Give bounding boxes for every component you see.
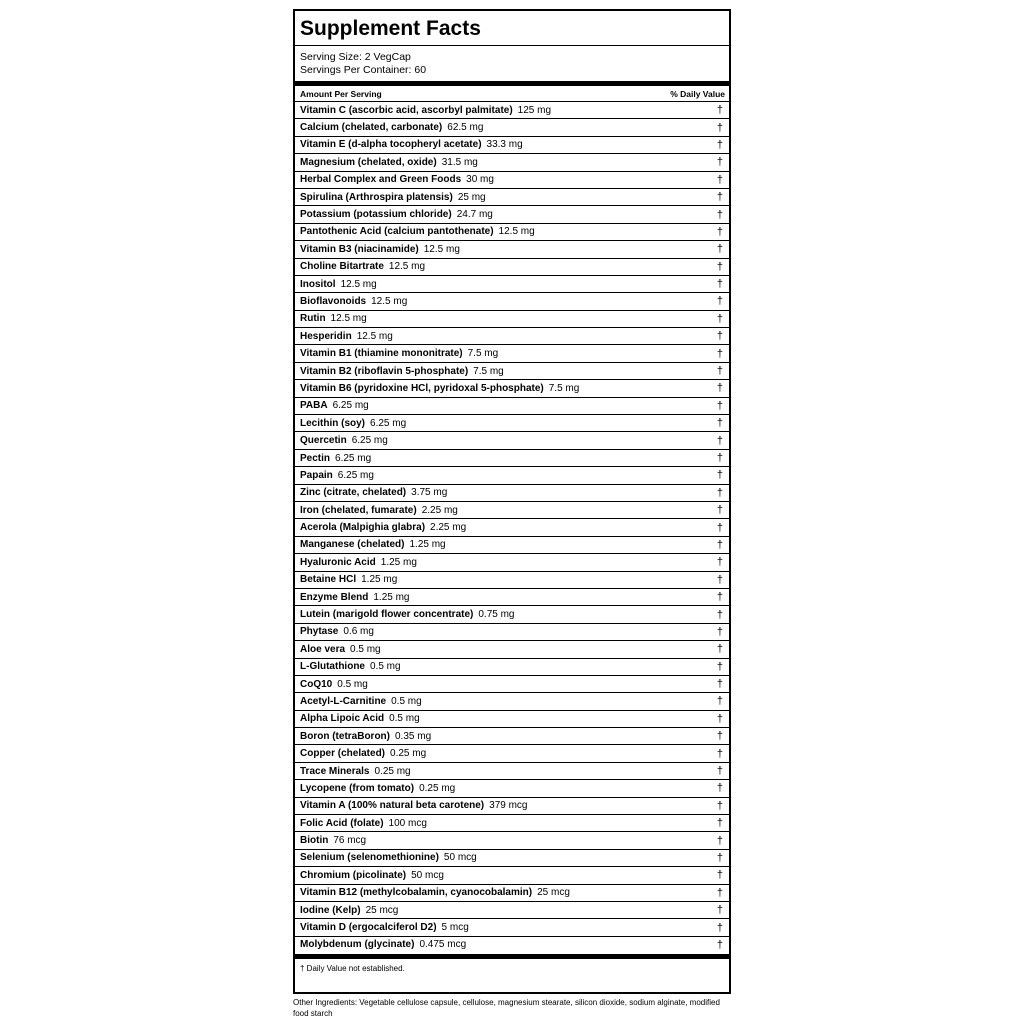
nutrient-name: Vitamin B3 (niacinamide): [300, 243, 419, 255]
nutrient-amount: 25 mcg: [365, 904, 399, 916]
nutrient-name: Spirulina (Arthrospira platensis): [300, 191, 453, 203]
daily-value-dagger: †: [716, 243, 723, 256]
nutrient-amount: 0.25 mg: [390, 748, 427, 760]
table-row: [295, 589, 729, 606]
daily-value-dagger: †: [716, 104, 723, 117]
nutrient-cell: [300, 679, 368, 690]
table-row: [295, 728, 729, 745]
nutrient-amount: 25 mcg: [537, 887, 570, 899]
column-header-row: [295, 86, 729, 102]
daily-value-dagger: †: [716, 834, 723, 847]
nutrient-amount: 50 mcg: [443, 852, 477, 864]
nutrient-amount: 6.25 mg: [351, 435, 388, 447]
table-row: [295, 293, 729, 310]
nutrient-amount: 25 mg: [457, 191, 486, 203]
daily-value-dagger: †: [716, 730, 723, 743]
nutrient-amount: 24.7 mg: [456, 209, 493, 221]
nutrient-name: Copper (chelated): [300, 748, 386, 760]
nutrient-amount: 0.25 mg: [419, 782, 456, 794]
nutrient-name: Boron (tetraBoron): [300, 730, 390, 742]
nutrient-amount: 0.475 mcg: [419, 939, 467, 951]
table-row: [295, 780, 729, 797]
daily-value-dagger: †: [716, 625, 723, 638]
table-row: [295, 745, 729, 762]
daily-value-dagger: †: [716, 660, 723, 673]
daily-value-dagger: †: [716, 921, 723, 934]
daily-value-dagger: †: [716, 747, 723, 760]
daily-value-dagger: †: [716, 869, 723, 882]
nutrient-cell: [300, 122, 483, 133]
table-row: [295, 832, 729, 849]
nutrient-cell: [300, 139, 523, 150]
nutrient-name: Acetyl-L-Carnitine: [300, 695, 387, 707]
nutrient-amount: 12.5 mg: [371, 295, 408, 307]
nutrient-cell: [300, 296, 407, 307]
table-row: [295, 450, 729, 467]
daily-value-dagger: †: [716, 399, 723, 412]
nutrient-name: Folic Acid (folate): [300, 817, 384, 829]
amount-per-serving-header: Amount Per Serving: [300, 88, 382, 99]
table-row: [295, 137, 729, 154]
daily-value-header: % Daily Value: [670, 88, 725, 99]
table-row: [295, 554, 729, 571]
other-ingredients: Other Ingredients: Vegetable cellulose capsule, cellulose, magnesium stearate, silicon dioxide, sodium alginate, modified food starch: [293, 998, 720, 1018]
nutrient-cell: [300, 487, 447, 498]
table-row: [295, 380, 729, 397]
nutrient-cell: [300, 192, 486, 203]
nutrient-amount: 6.25 mg: [335, 452, 372, 464]
table-row: [295, 850, 729, 867]
nutrient-name: CoQ10: [300, 678, 333, 690]
nutrient-name: Zinc (citrate, chelated): [300, 487, 407, 499]
nutrient-name: Bioflavonoids: [300, 295, 367, 307]
table-row: [295, 885, 729, 902]
table-row: [295, 502, 729, 519]
nutrient-amount: 2.25 mg: [421, 504, 458, 516]
table-row: [295, 398, 729, 415]
nutrient-cell: [300, 105, 551, 116]
nutrient-name: Pantothenic Acid (calcium pantothenate): [300, 226, 494, 238]
serving-info: [295, 46, 729, 81]
nutrient-cell: [300, 505, 458, 516]
nutrient-amount: 0.5 mg: [350, 643, 381, 655]
table-row: [295, 537, 729, 554]
nutrient-cell: [300, 818, 427, 829]
nutrient-amount: 0.5 mg: [370, 661, 401, 673]
nutrient-name: Hyaluronic Acid: [300, 556, 376, 568]
nutrient-amount: 6.25 mg: [370, 417, 407, 429]
nutrient-name: Chromium (picolinate): [300, 869, 407, 881]
nutrient-amount: 1.25 mg: [409, 539, 446, 551]
nutrient-name: Hesperidin: [300, 330, 352, 342]
daily-value-dagger: †: [716, 191, 723, 204]
table-row: [295, 693, 729, 710]
daily-value-dagger: †: [716, 382, 723, 395]
table-row: [295, 415, 729, 432]
nutrient-cell: [300, 261, 425, 272]
nutrient-cell: [300, 313, 367, 324]
nutrient-name: Vitamin D (ergocalciferol D2): [300, 922, 437, 934]
nutrient-name: PABA: [300, 400, 328, 412]
nutrient-amount: 5 mcg: [441, 922, 469, 934]
nutrient-name: Selenium (selenomethionine): [300, 852, 439, 864]
daily-value-dagger: †: [716, 904, 723, 917]
table-row: [295, 606, 729, 623]
nutrient-cell: [300, 435, 388, 446]
nutrient-cell: [300, 279, 377, 290]
daily-value-dagger: †: [716, 312, 723, 325]
table-row: [295, 276, 729, 293]
nutrient-amount: 0.25 mg: [374, 765, 411, 777]
table-row: [295, 676, 729, 693]
nutrient-name: Manganese (chelated): [300, 539, 405, 551]
nutrient-cell: [300, 696, 422, 707]
daily-value-dagger: †: [716, 782, 723, 795]
nutrient-name: Magnesium (chelated, oxide): [300, 156, 437, 168]
nutrient-amount: 76 mcg: [333, 835, 367, 847]
nutrient-amount: 0.5 mg: [389, 713, 420, 725]
table-row: [295, 867, 729, 884]
nutrient-amount: 0.35 mg: [395, 730, 432, 742]
servings-per-container: Servings Per Container: 60: [300, 64, 427, 76]
nutrient-name: Biotin: [300, 835, 329, 847]
table-row: [295, 224, 729, 241]
daily-value-dagger: †: [716, 173, 723, 186]
daily-value-dagger: †: [716, 330, 723, 343]
nutrient-amount: 33.3 mg: [486, 139, 523, 151]
nutrient-name: Lycopene (from tomato): [300, 782, 415, 794]
nutrient-amount: 12.5 mg: [388, 261, 426, 273]
nutrient-amount: 12.5 mg: [356, 330, 393, 342]
daily-value-dagger: †: [716, 538, 723, 551]
nutrient-name: Quercetin: [300, 435, 347, 447]
daily-value-dagger: †: [716, 799, 723, 812]
nutrient-name: Rutin: [300, 313, 326, 325]
nutrient-cell: [300, 852, 477, 863]
table-row: [295, 641, 729, 658]
nutrient-name: Iron (chelated, fumarate): [300, 504, 417, 516]
nutrient-cell: [300, 209, 493, 220]
table-row: [295, 763, 729, 780]
nutrient-name: L-Glutathione: [300, 661, 365, 673]
nutrient-name: Betaine HCl: [300, 574, 357, 586]
table-row: [295, 102, 729, 119]
table-row: [295, 241, 729, 258]
table-row: [295, 798, 729, 815]
nutrient-cell: [300, 400, 369, 411]
table-row: [295, 259, 729, 276]
nutrient-cell: [300, 418, 406, 429]
nutrient-name: Lecithin (soy): [300, 417, 366, 429]
daily-value-dagger: †: [716, 712, 723, 725]
daily-value-dagger: †: [716, 347, 723, 360]
nutrient-name: Molybdenum (glycinate): [300, 939, 415, 951]
nutrient-cell: [300, 557, 417, 568]
table-row: [295, 815, 729, 832]
table-row: [295, 919, 729, 936]
nutrient-amount: 30 mg: [466, 174, 494, 186]
table-row: [295, 902, 729, 919]
table-row: [295, 937, 729, 953]
nutrient-name: Trace Minerals: [300, 765, 370, 777]
nutrient-cell: [300, 748, 426, 759]
nutrient-cell: [300, 800, 528, 811]
nutrient-amount: 2.25 mg: [430, 522, 467, 534]
nutrient-rows: [295, 102, 729, 953]
nutrient-cell: [300, 244, 460, 255]
daily-value-dagger: †: [716, 208, 723, 221]
daily-value-dagger: †: [716, 765, 723, 778]
daily-value-dagger: †: [716, 851, 723, 864]
daily-value-dagger: †: [716, 556, 723, 569]
nutrient-name: Phytase: [300, 626, 339, 638]
supplement-facts-panel: [293, 9, 731, 994]
nutrient-name: Potassium (potassium chloride): [300, 209, 452, 221]
nutrient-cell: [300, 574, 397, 585]
table-row: [295, 659, 729, 676]
table-row: [295, 363, 729, 380]
nutrient-cell: [300, 870, 444, 881]
table-row: [295, 311, 729, 328]
daily-value-dagger: †: [716, 504, 723, 517]
nutrient-name: Papain: [300, 469, 333, 481]
nutrient-name: Vitamin E (d-alpha tocopheryl acetate): [300, 139, 482, 151]
nutrient-name: Vitamin B2 (riboflavin 5-phosphate): [300, 365, 469, 377]
nutrient-name: Vitamin B1 (thiamine mononitrate): [300, 348, 463, 360]
nutrient-amount: 7.5 mg: [548, 382, 580, 394]
nutrient-amount: 0.75 mg: [478, 609, 515, 621]
nutrient-cell: [300, 626, 374, 637]
nutrient-amount: 31.5 mg: [441, 156, 478, 168]
nutrient-name: Vitamin A (100% natural beta carotene): [300, 800, 485, 812]
nutrient-cell: [300, 783, 455, 794]
nutrient-amount: 100 mcg: [388, 817, 427, 829]
table-row: [295, 328, 729, 345]
nutrient-cell: [300, 644, 381, 655]
daily-value-dagger: †: [716, 695, 723, 708]
table-row: [295, 624, 729, 641]
daily-value-dagger: †: [716, 121, 723, 134]
nutrient-name: Lutein (marigold flower concentrate): [300, 609, 474, 621]
daily-value-dagger: †: [716, 156, 723, 169]
nutrient-cell: [300, 835, 366, 846]
daily-value-dagger: †: [716, 886, 723, 899]
nutrient-cell: [300, 731, 431, 742]
daily-value-dagger: †: [716, 608, 723, 621]
nutrient-amount: 62.5 mg: [447, 122, 484, 134]
nutrient-cell: [300, 922, 469, 933]
daily-value-dagger: †: [716, 138, 723, 151]
nutrient-cell: [300, 174, 494, 185]
nutrient-cell: [300, 453, 371, 464]
daily-value-dagger: †: [716, 434, 723, 447]
nutrient-cell: [300, 609, 515, 620]
nutrient-amount: 0.5 mg: [337, 678, 368, 690]
nutrient-cell: [300, 522, 466, 533]
nutrient-amount: 0.6 mg: [343, 626, 374, 638]
table-row: [295, 519, 729, 536]
nutrient-cell: [300, 539, 446, 550]
nutrient-amount: 1.25 mg: [380, 556, 417, 568]
nutrient-amount: 379 mcg: [489, 800, 528, 812]
nutrient-amount: 3.75 mg: [411, 487, 448, 499]
daily-value-dagger: †: [716, 365, 723, 378]
nutrient-name: Vitamin B12 (methylcobalamin, cyanocobalamin): [300, 887, 533, 899]
table-row: [295, 432, 729, 449]
nutrient-cell: [300, 766, 411, 777]
nutrient-cell: [300, 348, 498, 359]
nutrient-name: Vitamin B6 (pyridoxine HCl, pyridoxal 5-phosphate): [300, 382, 544, 394]
nutrient-amount: 12.5 mg: [498, 226, 535, 238]
nutrient-amount: 12.5 mg: [340, 278, 377, 290]
nutrient-amount: 7.5 mg: [473, 365, 504, 377]
nutrient-name: Vitamin C (ascorbic acid, ascorbyl palmitate): [300, 104, 513, 116]
nutrient-cell: [300, 226, 535, 237]
daily-value-dagger: †: [716, 295, 723, 308]
table-row: [295, 154, 729, 171]
table-row: [295, 467, 729, 484]
nutrient-name: Inositol: [300, 278, 336, 290]
table-row: [295, 711, 729, 728]
daily-value-dagger: †: [716, 817, 723, 830]
table-row: [295, 572, 729, 589]
nutrient-cell: [300, 157, 478, 168]
nutrient-name: Pectin: [300, 452, 331, 464]
nutrient-cell: [300, 939, 466, 950]
nutrient-cell: [300, 331, 393, 342]
nutrient-amount: 12.5 mg: [330, 313, 367, 325]
nutrient-amount: 6.25 mg: [332, 400, 369, 412]
daily-value-dagger: †: [716, 678, 723, 691]
nutrient-cell: [300, 592, 410, 603]
nutrient-amount: 125 mg: [517, 104, 552, 116]
nutrient-cell: [300, 366, 504, 377]
table-row: [295, 345, 729, 362]
table-row: [295, 119, 729, 136]
nutrient-name: Choline Bitartrate: [300, 261, 384, 273]
daily-value-dagger: †: [716, 938, 723, 951]
nutrient-cell: [300, 661, 401, 672]
daily-value-dagger: †: [716, 260, 723, 273]
nutrient-cell: [300, 887, 570, 898]
nutrient-cell: [300, 713, 420, 724]
serving-size: Serving Size: 2 VegCap: [300, 51, 411, 63]
daily-value-dagger: †: [716, 452, 723, 464]
nutrient-amount: 7.5 mg: [467, 348, 499, 360]
nutrient-amount: 1.25 mg: [373, 591, 410, 603]
nutrient-cell: [300, 905, 398, 916]
panel-title: Supplement Facts: [295, 11, 729, 46]
nutrient-amount: 50 mcg: [411, 869, 444, 881]
nutrient-name: Calcium (chelated, carbonate): [300, 122, 443, 134]
table-row: [295, 485, 729, 502]
table-row: [295, 189, 729, 206]
nutrient-amount: 1.25 mg: [361, 574, 398, 586]
nutrient-name: Iodine (Kelp): [300, 904, 361, 916]
nutrient-cell: [300, 470, 374, 481]
nutrient-amount: 12.5 mg: [423, 243, 460, 255]
daily-value-dagger: †: [716, 469, 723, 482]
nutrient-cell: [300, 383, 579, 394]
daily-value-dagger: †: [716, 486, 723, 499]
nutrient-name: Aloe vera: [300, 643, 346, 655]
daily-value-dagger: †: [716, 417, 723, 430]
nutrient-name: Enzyme Blend: [300, 591, 369, 603]
daily-value-dagger: †: [716, 521, 723, 534]
daily-value-dagger: †: [716, 278, 723, 291]
daily-value-dagger: †: [716, 643, 723, 656]
daily-value-dagger: †: [716, 591, 723, 604]
nutrient-amount: 0.5 mg: [391, 695, 422, 707]
table-row: [295, 206, 729, 223]
nutrient-name: Herbal Complex and Green Foods: [300, 174, 462, 186]
nutrient-name: Acerola (Malpighia glabra): [300, 522, 426, 534]
nutrient-amount: 6.25 mg: [337, 469, 374, 481]
daily-value-dagger: †: [716, 573, 723, 586]
daily-value-dagger: †: [716, 225, 723, 238]
table-row: [295, 172, 729, 189]
nutrient-name: Alpha Lipoic Acid: [300, 713, 385, 725]
daily-value-footnote: † Daily Value not established.: [300, 964, 405, 974]
